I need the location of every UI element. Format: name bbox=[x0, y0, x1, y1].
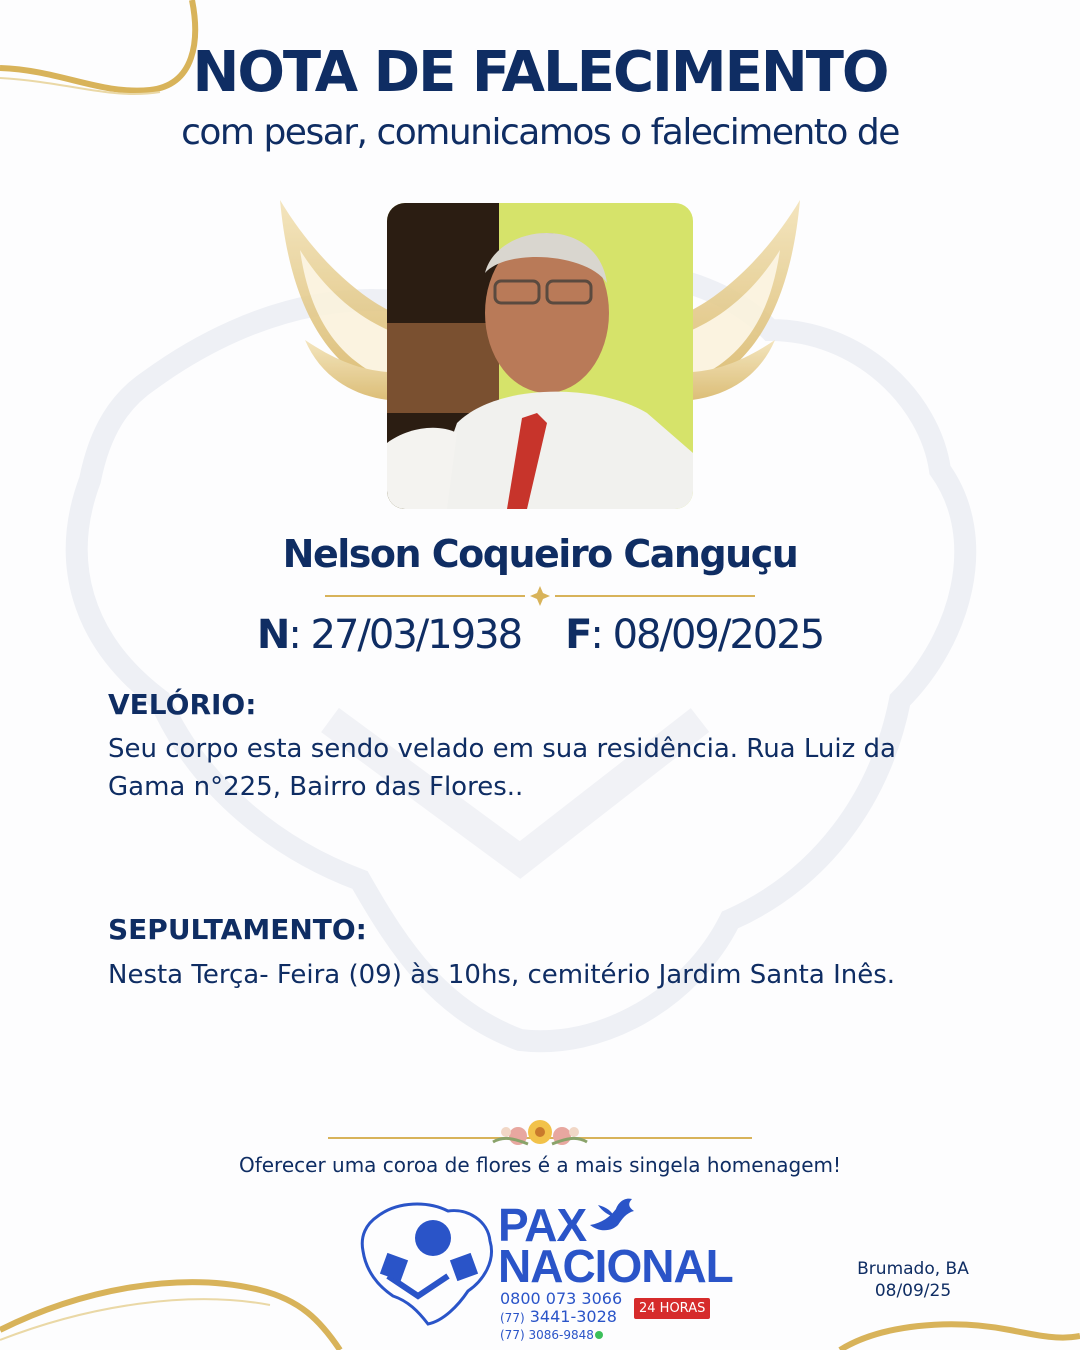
24h-badge: 24 HORAS bbox=[634, 1298, 710, 1319]
brazil-map-logo-icon bbox=[358, 1196, 498, 1326]
brand-line-1: PAX bbox=[498, 1199, 587, 1251]
footer-tagline: Oferecer uma coroa de flores é a mais singela homenagem! bbox=[238, 1153, 842, 1177]
birth-label: N bbox=[256, 612, 289, 658]
phone-landline bbox=[500, 1308, 622, 1327]
dove-icon bbox=[588, 1195, 642, 1237]
dates-row bbox=[0, 612, 1080, 658]
velorio-text: Seu corpo esta sendo velado em sua residência. Rua Luiz da Gama n°225, Bairro das Flores.. bbox=[108, 734, 896, 802]
phone-whatsapp-number: 3086-9848 bbox=[528, 1328, 594, 1342]
phone-list bbox=[500, 1290, 622, 1343]
city: Brumado, BA bbox=[857, 1259, 969, 1279]
sepultamento-text: Nesta Terça- Feira (09) às 10hs, cemitério Jardim Santa Inês. bbox=[108, 960, 896, 990]
phone-landline-number: 3441-3028 bbox=[529, 1307, 617, 1326]
page-subtitle: com pesar, comunicamos o falecimento de bbox=[181, 112, 899, 153]
birth-date: : 27/03/1938 bbox=[288, 612, 522, 658]
phone-landline-ddd: (77) bbox=[500, 1311, 525, 1325]
brand-line-2: NACIONAL bbox=[498, 1240, 733, 1292]
phone-whatsapp bbox=[500, 1327, 622, 1343]
location-date bbox=[840, 1258, 986, 1302]
deceased-name: Nelson Coqueiro Canguçu bbox=[282, 532, 798, 576]
death-date: : 08/09/2025 bbox=[590, 612, 824, 658]
deceased-photo bbox=[387, 203, 693, 509]
phone-tollfree: 0800 073 3066 bbox=[500, 1289, 623, 1308]
velorio-heading: VELÓRIO: bbox=[108, 688, 257, 721]
death-label: F bbox=[565, 612, 591, 658]
phone-whatsapp-ddd: (77) bbox=[500, 1328, 525, 1342]
whatsapp-icon bbox=[595, 1331, 603, 1339]
sepultamento-heading: SEPULTAMENTO: bbox=[108, 913, 367, 946]
sparkle-divider-icon bbox=[325, 586, 755, 606]
page-title: NOTA DE FALECIMENTO bbox=[192, 40, 888, 105]
issue-date: 08/09/25 bbox=[874, 1281, 952, 1301]
